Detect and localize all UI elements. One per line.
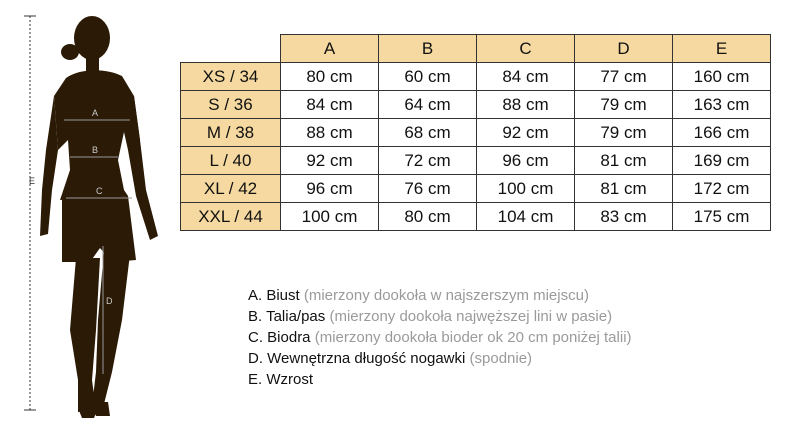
size-label: XL / 42: [181, 175, 281, 203]
column-header: C: [477, 35, 575, 63]
label-b: B: [92, 145, 99, 155]
table-cell: 172 cm: [673, 175, 771, 203]
table-cell: 96 cm: [281, 175, 379, 203]
table-row: [181, 175, 771, 203]
table-cell: 88 cm: [477, 91, 575, 119]
table-cell: 77 cm: [575, 63, 673, 91]
legend-item: [248, 285, 632, 306]
table-cell: 166 cm: [673, 119, 771, 147]
legend-item: [248, 306, 632, 327]
table-cell: 92 cm: [281, 147, 379, 175]
legend-label: E. Wzrost: [248, 371, 314, 388]
body-silhouette-figure: [0, 0, 180, 429]
table-cell: 84 cm: [477, 63, 575, 91]
measurement-legend: [248, 285, 632, 390]
table-cell: 88 cm: [281, 119, 379, 147]
table-cell: 64 cm: [379, 91, 477, 119]
table-cell: 160 cm: [673, 63, 771, 91]
size-chart-table: [180, 34, 771, 231]
table-cell: 96 cm: [477, 147, 575, 175]
table-row: [181, 91, 771, 119]
legend-label: A. Biust: [248, 287, 300, 304]
table-cell: 83 cm: [575, 203, 673, 231]
silhouette: [40, 16, 158, 418]
size-label: XXL / 44: [181, 203, 281, 231]
label-a: A: [92, 108, 99, 118]
legend-label: B. Talia/pas: [248, 308, 326, 325]
table-cell: 80 cm: [281, 63, 379, 91]
column-header: D: [575, 35, 673, 63]
legend-item: [248, 348, 632, 369]
table-row: [181, 119, 771, 147]
size-label: L / 40: [181, 147, 281, 175]
table-cell: 175 cm: [673, 203, 771, 231]
label-d: D: [106, 296, 113, 306]
size-label: S / 36: [181, 91, 281, 119]
legend-item: [248, 369, 632, 390]
table-row: [181, 203, 771, 231]
table-cell: 169 cm: [673, 147, 771, 175]
legend-label: D. Wewnętrzna długość nogawki: [248, 350, 466, 367]
table-cell: 84 cm: [281, 91, 379, 119]
table-cell: 100 cm: [477, 175, 575, 203]
size-label: XS / 34: [181, 63, 281, 91]
table-cell: 79 cm: [575, 91, 673, 119]
table-cell: 72 cm: [379, 147, 477, 175]
table-cell: 80 cm: [379, 203, 477, 231]
label-e: E: [29, 176, 36, 186]
size-label: M / 38: [181, 119, 281, 147]
table-cell: 92 cm: [477, 119, 575, 147]
legend-note: (mierzony dookoła w najszerszym miejscu): [303, 287, 589, 304]
column-header: E: [673, 35, 771, 63]
table-cell: 81 cm: [575, 147, 673, 175]
legend-note: (mierzony dookoła bioder ok 20 cm poniżej talii): [314, 329, 632, 346]
column-header: B: [379, 35, 477, 63]
table-cell: 163 cm: [673, 91, 771, 119]
table-cell: 100 cm: [281, 203, 379, 231]
legend-label: C. Biodra: [248, 329, 311, 346]
table-corner: [181, 35, 281, 63]
table-cell: 68 cm: [379, 119, 477, 147]
legend-note: (mierzony dookoła najwęższej lini w pasie): [329, 308, 613, 325]
label-c: C: [96, 186, 103, 196]
table-cell: 81 cm: [575, 175, 673, 203]
table-row: [181, 63, 771, 91]
table-cell: 79 cm: [575, 119, 673, 147]
legend-item: [248, 327, 632, 348]
legend-note: (spodnie): [469, 350, 533, 367]
table-cell: 104 cm: [477, 203, 575, 231]
column-header: A: [281, 35, 379, 63]
table-header-row: [181, 35, 771, 63]
table-cell: 76 cm: [379, 175, 477, 203]
table-cell: 60 cm: [379, 63, 477, 91]
table-row: [181, 147, 771, 175]
